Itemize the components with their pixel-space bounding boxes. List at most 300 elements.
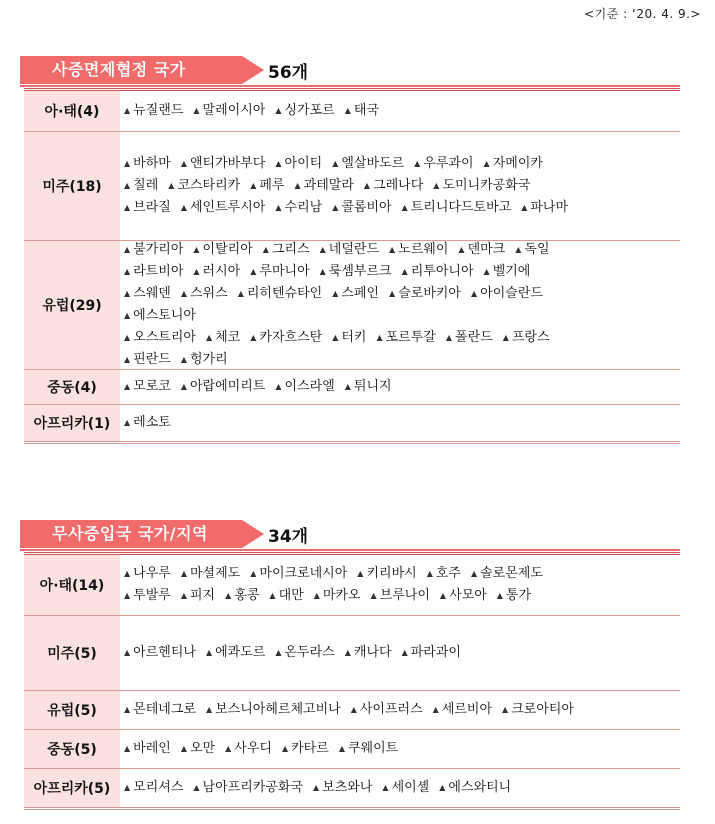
- country-item: [181, 563, 240, 585]
- section-count: 34개: [268, 527, 309, 547]
- country-name: 브루나이: [379, 588, 430, 603]
- country-name: 카타르: [291, 741, 329, 756]
- country-name: 솔로몬제도: [480, 566, 543, 581]
- triangle-bullet-icon: ▲: [124, 783, 131, 792]
- country-name: 과테말라: [303, 178, 354, 193]
- country-item: [168, 175, 240, 197]
- country-item: [497, 585, 531, 607]
- country-item: [124, 100, 183, 122]
- triangle-bullet-icon: ▲: [205, 333, 213, 342]
- country-item: [484, 261, 531, 283]
- country-item: [295, 175, 354, 197]
- header-divider: [20, 549, 680, 551]
- country-name: 핀란드: [133, 352, 171, 367]
- country-list: [120, 405, 680, 441]
- triangle-bullet-icon: ▲: [180, 744, 187, 753]
- country-list: [120, 616, 680, 690]
- country-item: [345, 642, 392, 664]
- country-line: [124, 349, 678, 371]
- triangle-bullet-icon: ▲: [124, 311, 131, 320]
- country-line: [124, 563, 678, 585]
- triangle-bullet-icon: ▲: [319, 245, 326, 254]
- country-item: [124, 642, 196, 664]
- triangle-bullet-icon: ▲: [237, 289, 244, 298]
- triangle-bullet-icon: ▲: [319, 267, 326, 276]
- country-name: 리투아니아: [410, 264, 474, 279]
- region-label: 중동(5): [24, 730, 120, 768]
- triangle-bullet-icon: ▲: [515, 245, 522, 254]
- country-name: 터키: [341, 330, 367, 345]
- section-header: [20, 520, 680, 550]
- triangle-bullet-icon: ▲: [275, 203, 282, 212]
- triangle-bullet-icon: ▲: [401, 648, 408, 657]
- country-item: [446, 327, 493, 349]
- table-row: [24, 769, 680, 810]
- country-item: [332, 153, 404, 175]
- country-name: 루마니아: [259, 264, 310, 279]
- country-item: [206, 642, 265, 664]
- country-item: [124, 153, 171, 175]
- country-list: [120, 132, 680, 240]
- country-line: [124, 327, 678, 349]
- triangle-bullet-icon: ▲: [332, 159, 339, 168]
- country-item: [181, 585, 215, 607]
- country-name: 수리남: [284, 200, 323, 215]
- country-item: [314, 585, 361, 607]
- country-list: [120, 691, 680, 729]
- country-name: 헝가리: [190, 352, 228, 367]
- country-name: 사모아: [449, 588, 487, 603]
- triangle-bullet-icon: ▲: [471, 289, 478, 298]
- region-label: 유럽(29): [24, 241, 120, 369]
- section-count: 56개: [268, 63, 309, 83]
- triangle-bullet-icon: ▲: [370, 591, 377, 600]
- country-name: 프랑스: [511, 330, 550, 345]
- country-name: 캐나다: [353, 645, 392, 660]
- country-item: [382, 777, 429, 799]
- triangle-bullet-icon: ▲: [332, 203, 339, 212]
- country-name: 룩셈부르크: [328, 264, 392, 279]
- triangle-bullet-icon: ▲: [332, 289, 339, 298]
- country-name: 모로코: [133, 379, 171, 394]
- country-item: [250, 327, 322, 349]
- country-name: 모리셔스: [133, 780, 184, 795]
- country-name: 네덜란드: [328, 242, 380, 257]
- country-name: 마이크로네시아: [259, 566, 348, 581]
- triangle-bullet-icon: ▲: [124, 569, 131, 578]
- country-name: 싱가포르: [284, 103, 335, 118]
- country-line: [124, 175, 678, 197]
- triangle-bullet-icon: ▲: [124, 181, 131, 190]
- country-name: 보츠와나: [322, 780, 373, 795]
- country-item: [503, 327, 550, 349]
- country-name: 키리바시: [366, 566, 417, 581]
- triangle-bullet-icon: ▲: [180, 203, 187, 212]
- region-label: 중동(4): [24, 370, 120, 404]
- country-name: 뉴질랜드: [133, 103, 184, 118]
- triangle-bullet-icon: ▲: [180, 289, 187, 298]
- triangle-bullet-icon: ▲: [502, 333, 509, 342]
- country-item: [351, 699, 423, 721]
- country-item: [124, 261, 183, 283]
- country-name: 쿠웨이트: [347, 741, 399, 756]
- country-item: [521, 197, 568, 219]
- country-name: 코스타리카: [177, 178, 241, 193]
- country-name: 세르비아: [441, 702, 493, 717]
- triangle-bullet-icon: ▲: [262, 245, 269, 254]
- country-item: [225, 738, 272, 760]
- country-line: [124, 239, 678, 261]
- country-name: 바하마: [133, 156, 171, 171]
- country-item: [181, 376, 266, 398]
- table-row: [24, 555, 680, 616]
- region-label: 미주(5): [24, 616, 120, 690]
- triangle-bullet-icon: ▲: [445, 333, 453, 342]
- country-name: 에콰도르: [215, 645, 266, 660]
- country-item: [389, 283, 461, 305]
- country-name: 크로아티아: [511, 702, 574, 717]
- triangle-bullet-icon: ▲: [389, 245, 396, 254]
- country-item: [364, 175, 423, 197]
- country-name: 말레이시아: [202, 103, 266, 118]
- country-item: [250, 261, 309, 283]
- visa-exemption-agreement-section: [20, 56, 680, 432]
- section-header: [20, 56, 680, 86]
- triangle-bullet-icon: ▲: [124, 648, 131, 657]
- country-item: [124, 412, 171, 434]
- country-name: 남아프리카공화국: [202, 780, 304, 795]
- country-item: [193, 100, 265, 122]
- country-name: 투발루: [133, 588, 171, 603]
- table-row: [24, 730, 680, 769]
- section-title: 무사증입국 국가/지역: [20, 520, 242, 548]
- country-item: [225, 585, 259, 607]
- country-item: [206, 699, 341, 721]
- country-name: 홍콩: [234, 588, 260, 603]
- country-item: [433, 699, 492, 721]
- country-item: [124, 699, 196, 721]
- triangle-bullet-icon: ▲: [313, 783, 320, 792]
- triangle-bullet-icon: ▲: [124, 382, 131, 391]
- triangle-bullet-icon: ▲: [124, 744, 131, 753]
- triangle-bullet-icon: ▲: [124, 591, 131, 600]
- country-item: [124, 239, 183, 261]
- triangle-bullet-icon: ▲: [193, 267, 200, 276]
- triangle-bullet-icon: ▲: [124, 705, 131, 714]
- country-name: 오스트리아: [133, 330, 196, 345]
- triangle-bullet-icon: ▲: [389, 289, 396, 298]
- triangle-bullet-icon: ▲: [205, 648, 213, 657]
- triangle-bullet-icon: ▲: [350, 705, 357, 714]
- country-list: [120, 555, 680, 615]
- country-item: [181, 153, 266, 175]
- region-label: 유럽(5): [24, 691, 120, 729]
- country-item: [458, 239, 505, 261]
- triangle-bullet-icon: ▲: [124, 289, 131, 298]
- country-name: 태국: [353, 103, 380, 118]
- triangle-bullet-icon: ▲: [432, 705, 439, 714]
- triangle-bullet-icon: ▲: [269, 591, 276, 600]
- triangle-bullet-icon: ▲: [275, 648, 282, 657]
- country-list: [120, 769, 680, 807]
- country-name: 트리니다드토바고: [410, 200, 512, 215]
- country-name: 아르헨티나: [133, 645, 196, 660]
- country-line: [124, 642, 678, 664]
- country-item: [484, 153, 543, 175]
- triangle-bullet-icon: ▲: [433, 181, 440, 190]
- country-item: [471, 563, 543, 585]
- country-line: [124, 738, 678, 760]
- country-list: [120, 370, 680, 404]
- triangle-bullet-icon: ▲: [439, 591, 447, 600]
- country-name: 그리스: [271, 242, 310, 257]
- table-row: [24, 691, 680, 730]
- triangle-bullet-icon: ▲: [294, 181, 301, 190]
- triangle-bullet-icon: ▲: [180, 569, 187, 578]
- country-name: 이스라엘: [284, 379, 335, 394]
- triangle-bullet-icon: ▲: [344, 382, 351, 391]
- country-item: [250, 175, 284, 197]
- country-item: [427, 563, 461, 585]
- country-item: [515, 239, 549, 261]
- country-item: [357, 563, 416, 585]
- country-line: [124, 305, 678, 327]
- country-name: 독일: [524, 242, 550, 257]
- region-label: 아프리카(5): [24, 769, 120, 807]
- country-item: [376, 327, 435, 349]
- triangle-bullet-icon: ▲: [382, 783, 389, 792]
- country-item: [339, 738, 398, 760]
- triangle-bullet-icon: ▲: [205, 705, 213, 714]
- triangle-bullet-icon: ▲: [250, 181, 257, 190]
- country-item: [282, 738, 329, 760]
- triangle-bullet-icon: ▲: [193, 783, 200, 792]
- region-label: 미주(18): [24, 132, 120, 240]
- table-row: [24, 241, 680, 370]
- country-name: 체코: [215, 330, 241, 345]
- triangle-bullet-icon: ▲: [124, 203, 131, 212]
- triangle-bullet-icon: ▲: [124, 333, 131, 342]
- country-item: [124, 175, 158, 197]
- triangle-bullet-icon: ▲: [281, 744, 289, 753]
- country-item: [275, 376, 334, 398]
- country-item: [181, 738, 215, 760]
- country-item: [124, 349, 171, 371]
- triangle-bullet-icon: ▲: [124, 159, 131, 168]
- country-item: [124, 585, 171, 607]
- country-list: [120, 91, 680, 131]
- country-item: [332, 327, 366, 349]
- country-item: [269, 585, 303, 607]
- country-name: 에스토니아: [133, 308, 196, 323]
- triangle-bullet-icon: ▲: [124, 267, 131, 276]
- country-line: [124, 585, 678, 607]
- triangle-bullet-icon: ▲: [363, 181, 371, 190]
- triangle-bullet-icon: ▲: [376, 333, 383, 342]
- country-item: [332, 197, 391, 219]
- triangle-bullet-icon: ▲: [250, 333, 257, 342]
- country-name: 파라과이: [410, 645, 461, 660]
- country-item: [181, 197, 266, 219]
- country-line: [124, 153, 678, 175]
- country-name: 라트비아: [133, 264, 184, 279]
- triangle-bullet-icon: ▲: [470, 569, 478, 578]
- country-name: 노르웨이: [398, 242, 449, 257]
- triangle-bullet-icon: ▲: [124, 245, 131, 254]
- country-name: 나우루: [133, 566, 171, 581]
- country-item: [193, 777, 303, 799]
- country-name: 앤티가바부다: [190, 156, 266, 171]
- country-name: 오만: [190, 741, 216, 756]
- country-item: [402, 261, 474, 283]
- country-name: 마셜제도: [190, 566, 241, 581]
- country-item: [433, 175, 530, 197]
- triangle-bullet-icon: ▲: [521, 203, 528, 212]
- country-name: 대만: [278, 588, 304, 603]
- country-name: 벨기에: [492, 264, 531, 279]
- country-item: [502, 699, 574, 721]
- triangle-bullet-icon: ▲: [193, 245, 200, 254]
- table-row: [24, 616, 680, 691]
- country-name: 도미니카공화국: [442, 178, 531, 193]
- triangle-bullet-icon: ▲: [275, 106, 282, 115]
- triangle-bullet-icon: ▲: [458, 245, 465, 254]
- country-item: [345, 376, 392, 398]
- date-note: <기준 : ‘20. 4. 9.>: [584, 7, 701, 21]
- country-item: [275, 197, 322, 219]
- triangle-bullet-icon: ▲: [180, 591, 187, 600]
- country-item: [193, 239, 252, 261]
- country-item: [124, 376, 171, 398]
- country-name: 아랍에미리트: [190, 379, 266, 394]
- table-row: [24, 405, 680, 444]
- country-line: [124, 100, 678, 122]
- triangle-bullet-icon: ▲: [313, 591, 320, 600]
- country-item: [332, 283, 379, 305]
- header-divider: [20, 85, 680, 87]
- country-name: 아이슬란드: [480, 286, 543, 301]
- country-item: [320, 239, 379, 261]
- country-item: [250, 563, 347, 585]
- country-name: 에스와티니: [448, 780, 512, 795]
- triangle-bullet-icon: ▲: [401, 267, 408, 276]
- triangle-bullet-icon: ▲: [344, 106, 351, 115]
- country-table: [24, 552, 680, 810]
- country-item: [124, 305, 196, 327]
- country-list: [120, 730, 680, 768]
- country-item: [313, 777, 372, 799]
- triangle-bullet-icon: ▲: [124, 106, 131, 115]
- country-line: [124, 197, 678, 219]
- country-name: 바레인: [133, 741, 171, 756]
- country-name: 칠레: [133, 178, 159, 193]
- country-item: [402, 197, 512, 219]
- visa-free-entry-section: [20, 520, 680, 797]
- country-item: [275, 642, 334, 664]
- triangle-bullet-icon: ▲: [180, 382, 187, 391]
- region-label: 아·태(14): [24, 555, 120, 615]
- country-item: [124, 197, 171, 219]
- triangle-bullet-icon: ▲: [180, 159, 187, 168]
- country-name: 파나마: [530, 200, 569, 215]
- country-name: 호주: [435, 566, 461, 581]
- triangle-bullet-icon: ▲: [439, 783, 446, 792]
- country-item: [238, 283, 323, 305]
- triangle-bullet-icon: ▲: [168, 181, 175, 190]
- country-name: 통가: [505, 588, 532, 603]
- country-name: 보스니아헤르체고비나: [215, 702, 341, 717]
- country-item: [371, 585, 430, 607]
- country-name: 우루과이: [423, 156, 474, 171]
- triangle-bullet-icon: ▲: [124, 355, 131, 364]
- country-line: [124, 376, 678, 398]
- triangle-bullet-icon: ▲: [180, 355, 187, 364]
- country-name: 불가리아: [133, 242, 184, 257]
- country-item: [275, 100, 334, 122]
- country-name: 브라질: [133, 200, 171, 215]
- country-item: [440, 585, 487, 607]
- region-label: 아·태(4): [24, 91, 120, 131]
- country-name: 사이프러스: [359, 702, 423, 717]
- table-row: [24, 370, 680, 405]
- country-name: 콜롬비아: [341, 200, 392, 215]
- triangle-bullet-icon: ▲: [225, 591, 232, 600]
- country-name: 스페인: [341, 286, 380, 301]
- country-name: 사우디: [234, 741, 272, 756]
- country-item: [193, 261, 240, 283]
- country-item: [206, 327, 240, 349]
- triangle-bullet-icon: ▲: [275, 159, 282, 168]
- country-name: 슬로바키아: [398, 286, 461, 301]
- triangle-bullet-icon: ▲: [426, 569, 433, 578]
- country-name: 피지: [190, 588, 216, 603]
- country-item: [439, 777, 511, 799]
- country-item: [345, 100, 379, 122]
- region-label: 아프리카(1): [24, 405, 120, 441]
- country-item: [181, 349, 228, 371]
- country-name: 마카오: [322, 588, 361, 603]
- triangle-bullet-icon: ▲: [401, 203, 408, 212]
- country-list: [120, 241, 680, 369]
- country-line: [124, 777, 678, 799]
- triangle-bullet-icon: ▲: [193, 106, 200, 115]
- country-name: 레소토: [133, 415, 171, 430]
- country-item: [124, 327, 196, 349]
- country-item: [389, 239, 448, 261]
- country-item: [402, 642, 461, 664]
- country-name: 몬테네그로: [133, 702, 196, 717]
- triangle-bullet-icon: ▲: [414, 159, 421, 168]
- country-line: [124, 699, 678, 721]
- triangle-bullet-icon: ▲: [502, 705, 509, 714]
- triangle-bullet-icon: ▲: [483, 159, 490, 168]
- country-name: 튀니지: [353, 379, 392, 394]
- triangle-bullet-icon: ▲: [483, 267, 490, 276]
- country-name: 포르투갈: [385, 330, 436, 345]
- country-line: [124, 412, 678, 434]
- country-name: 스웨덴: [133, 286, 171, 301]
- table-row: [24, 91, 680, 132]
- country-name: 리히텐슈타인: [246, 286, 323, 301]
- triangle-bullet-icon: ▲: [496, 591, 503, 600]
- country-item: [263, 239, 310, 261]
- triangle-bullet-icon: ▲: [250, 569, 257, 578]
- country-name: 덴마크: [467, 242, 506, 257]
- country-name: 엘살바도르: [341, 156, 405, 171]
- country-name: 아이티: [284, 156, 323, 171]
- country-name: 세인트루시아: [190, 200, 266, 215]
- triangle-bullet-icon: ▲: [344, 648, 351, 657]
